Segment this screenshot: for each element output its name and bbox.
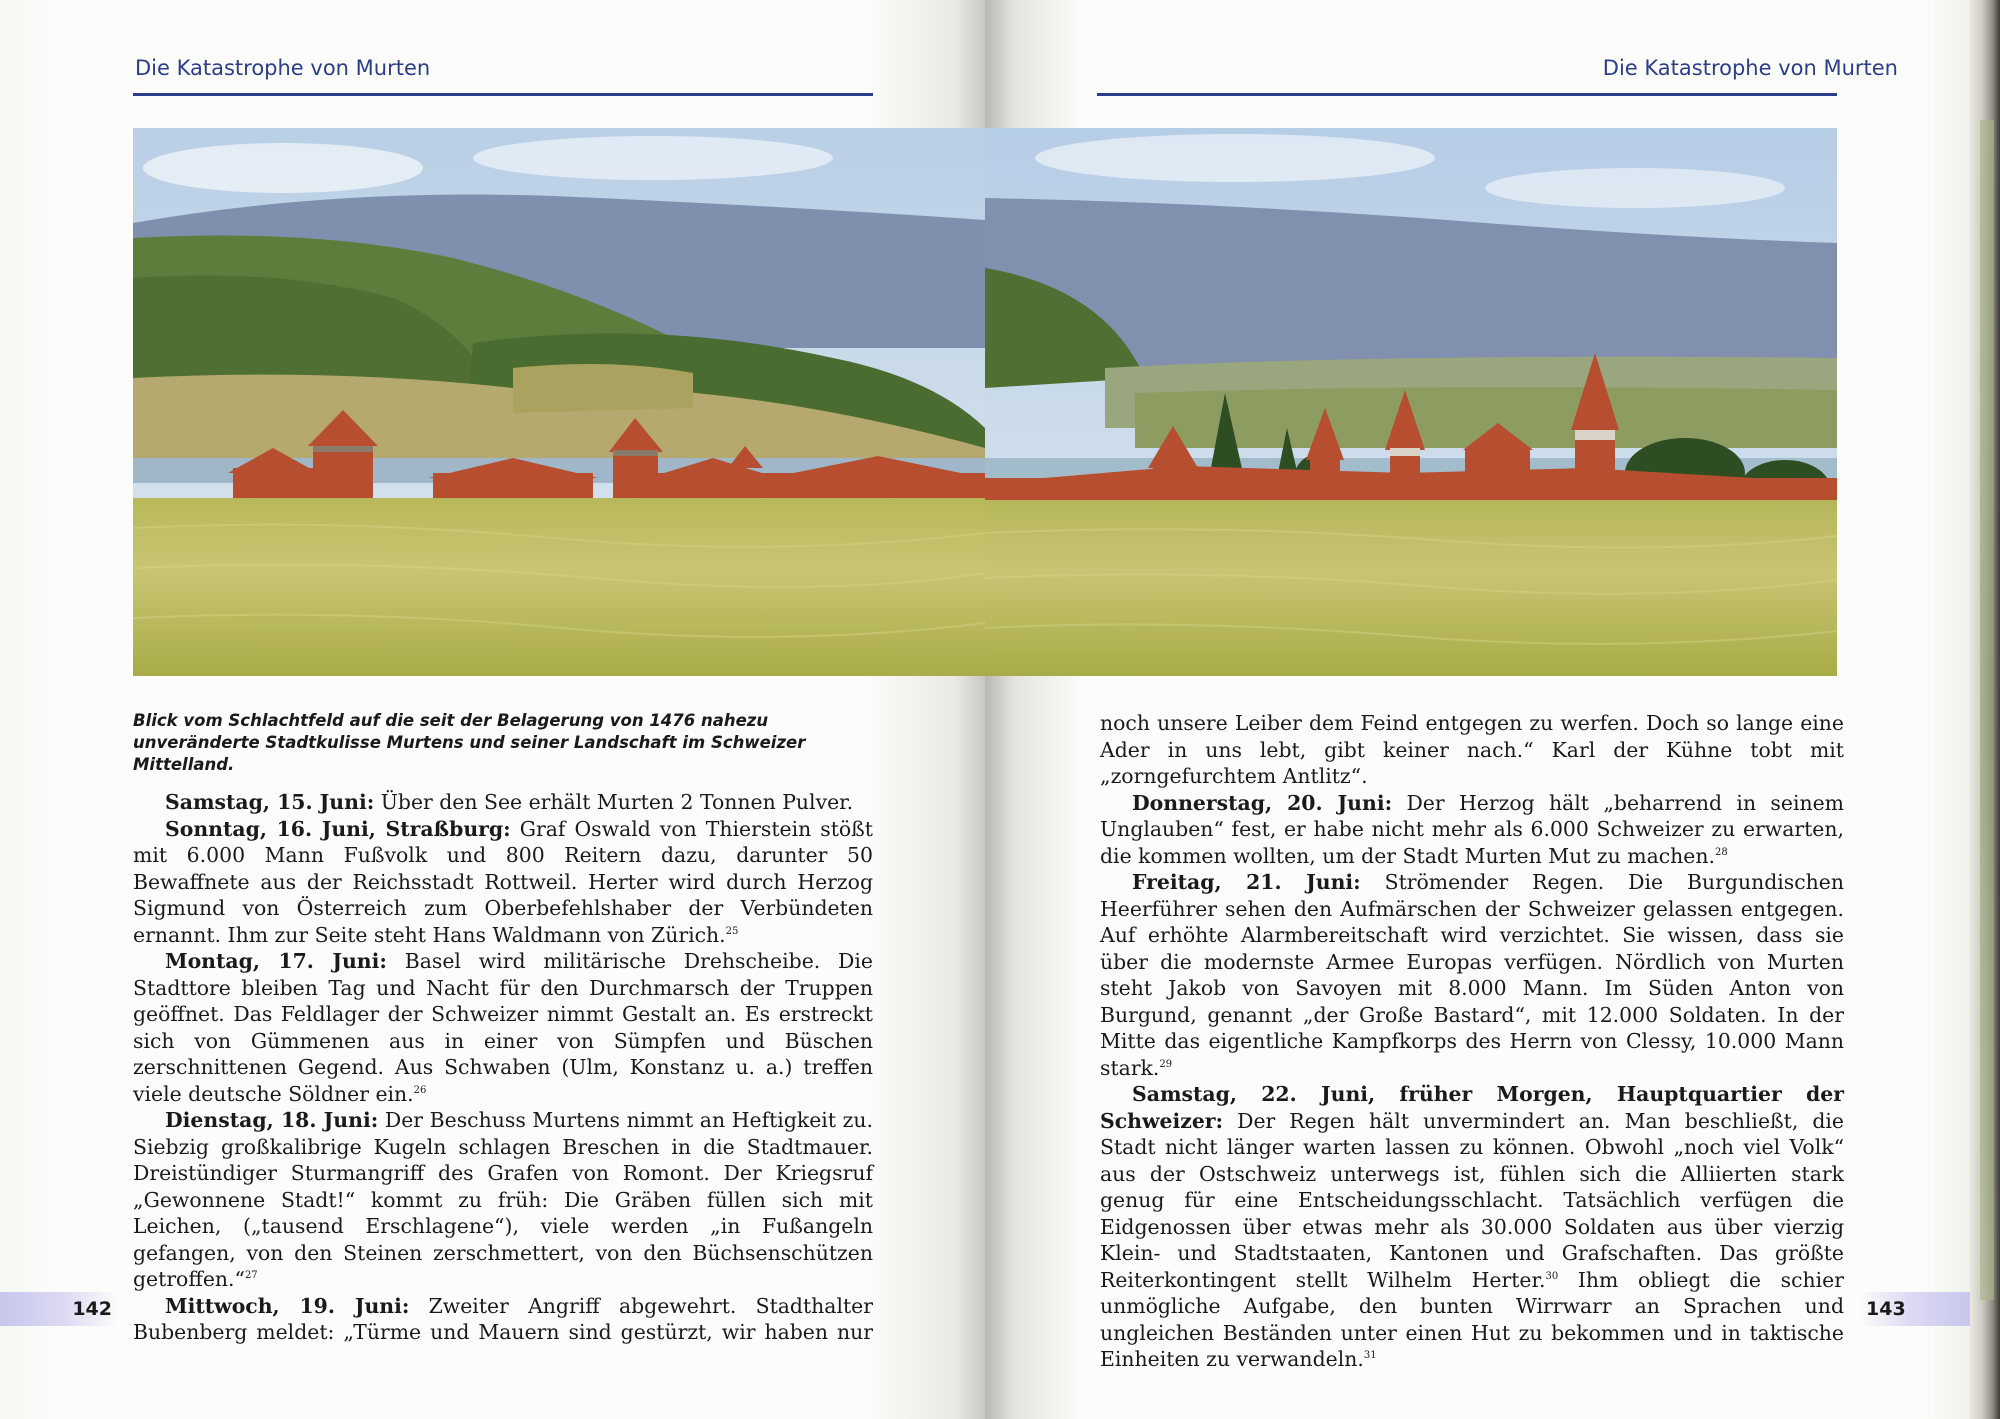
header-rule-left bbox=[133, 93, 873, 96]
paragraph-text: noch unsere Leiber dem Feind entgegen zu werfen. Doch so lange eine Ader in uns lebt, gibt keiner nach.“ Karl der Kühne tobt mit „zorngefurchtem Antlitz“. bbox=[1100, 711, 1844, 788]
paragraph-lead: Samstag, 22. Juni, früher Morgen, Hauptquartier der Schweizer: bbox=[1100, 1082, 1844, 1133]
paragraph bbox=[133, 1293, 873, 1346]
paragraph-text: Über den See erhält Murten 2 Tonnen Pulver. bbox=[374, 790, 854, 814]
page-number-left bbox=[0, 1292, 118, 1326]
paragraph-lead: Montag, 17. Juni: bbox=[165, 949, 387, 973]
paragraph bbox=[1100, 1081, 1844, 1373]
paragraph-lead: Freitag, 21. Juni: bbox=[1132, 870, 1361, 894]
paragraph-lead: Dienstag, 18. Juni: bbox=[165, 1108, 379, 1132]
page-number-right bbox=[1860, 1292, 1970, 1326]
paragraph bbox=[133, 789, 873, 816]
paragraph-text: Ihm obliegt die schier unmögliche Aufgabe, den bunten Wirrwarr an Sprachen und ungleichen Beständen unter einen Hut zu bekommen und in taktische Einheiten zu verwandeln. bbox=[1100, 1267, 1844, 1371]
paragraph-text: Graf Oswald von Thierstein stößt mit 6.000 Mann Fußvolk und 800 Reitern dazu, darunter 50 Bewaffnete aus der Reichsstadt Rottweil. Herter wird durch Herzog Sigmund von Österreich zum Oberbefehlshaber der Verbündeten ernannt. Ihm zur Seite steht Hans Waldmann von Zürich. bbox=[133, 816, 873, 947]
footnote-ref: 29 bbox=[1159, 1058, 1173, 1070]
footnote-ref: 26 bbox=[413, 1084, 427, 1096]
paragraph bbox=[133, 816, 873, 949]
paragraph-lead: Mittwoch, 19. Juni: bbox=[165, 1293, 410, 1318]
paragraph bbox=[133, 1107, 873, 1293]
body-text-right bbox=[1100, 710, 1844, 1373]
landscape-photo-left bbox=[133, 128, 985, 676]
paragraph-text: Der Herzog hält „beharrend in seinem Unglauben“ fest, er habe nicht mehr als 6.000 Schweizer zu erwarten, die kommen wollten, um der Stadt Murten Mut zu machen. bbox=[1100, 790, 1845, 868]
footnote-ref: 30 bbox=[1545, 1270, 1559, 1282]
footnote-ref: 25 bbox=[725, 925, 739, 937]
paragraph-text: Zweiter Angriff abgewehrt. Stadthalter Bubenberg meldet: „Türme und Mauern sind gestürzt, wir haben nur bbox=[133, 1293, 873, 1344]
footnote-ref: 31 bbox=[1363, 1350, 1377, 1362]
paragraph-lead: Donnerstag, 20. Juni: bbox=[1132, 790, 1393, 815]
photo-caption: Blick vom Schlachtfeld auf die seit der Belagerung von 1476 nahezu unveränderte Stadtkulisse Murtens und seiner Landschaft im Schweizer Mittelland. bbox=[133, 711, 806, 774]
footnote-ref: 27 bbox=[244, 1270, 258, 1282]
page-number-text: 143 bbox=[1866, 1298, 1906, 1320]
running-head-right: Die Katastrophe von Murten bbox=[1602, 56, 1898, 80]
paragraph-lead: Samstag, 15. Juni: bbox=[165, 790, 375, 814]
right-page bbox=[985, 0, 1970, 1419]
left-page bbox=[0, 0, 985, 1419]
murten-landscape-right bbox=[985, 128, 1837, 676]
paragraph-text: Der Beschuss Murtens nimmt an Heftigkeit zu. Siebzig großkalibrige Kugeln schlagen Breschen in die Stadtmauer. Dreistündiger Sturmangriff des Grafen von Romont. Der Kriegsruf „Gewonnene Stadt!“ kommt zu früh: Die Gräben füllen sich mit Leichen, („tausend Erschlagene“), viele werden „in Fußangeln gefangen, von den Steinen zerschmettert, von den Büchsenschützen getroffen.“ bbox=[133, 1108, 874, 1291]
paragraph bbox=[1100, 710, 1844, 790]
page-number-text: 142 bbox=[72, 1298, 112, 1320]
paragraph bbox=[133, 948, 873, 1107]
book-page-edge bbox=[1970, 0, 2000, 1419]
paragraph-lead: Sonntag, 16. Juni, Straßburg: bbox=[165, 816, 511, 841]
header-rule-right bbox=[1097, 93, 1837, 96]
paragraph-text: Basel wird militärische Drehscheibe. Die Stadttore bleiben Tag und Nacht für den Durchmarsch der Truppen geöffnet. Das Feldlager der Schweizer nimmt Gestalt an. Es erstreckt sich von Gümmenen aus in einer von Sümpfen und Büschen zerschnittenen Gegend. Aus Schwaben (Ulm, Konstanz u. a.) treffen viele deutsche Söldner ein. bbox=[133, 949, 873, 1106]
paragraph-text: Der Regen hält unvermindert an. Man beschließt, die Stadt nicht länger warten lassen zu können. Obwohl „noch viel Volk“ aus der Ostschweiz unterwegs ist, fühlen sich die Alliierten stark genug für eine Entscheidungsschlacht. Tatsächlich verfügen die Eidgenossen über etwas mehr als 30.000 Soldaten aus über vierzig Klein- und Stadtstaaten, Kantonen und Grafschaften. Das größte Reiterkontingent stellt Wilhelm Herter. bbox=[1100, 1108, 1844, 1292]
page-edge-tint bbox=[1980, 120, 1994, 1300]
running-head-left: Die Katastrophe von Murten bbox=[135, 56, 431, 80]
body-text-left bbox=[133, 789, 873, 1346]
footnote-ref: 28 bbox=[1715, 846, 1728, 858]
landscape-photo-right bbox=[985, 128, 1837, 676]
paragraph bbox=[1100, 790, 1844, 870]
paragraph-text: Strömender Regen. Die Burgundischen Heerführer sehen den Aufmärschen der Schweizer gelassen entgegen. Auf erhöhte Alarmbereitschaft wird verzichtet. Sie wissen, dass sie über die modernste Armee Europas verfügen. Nördlich von Murten steht Jakob von Savoyen mit 8.000 Mann. Im Süden Anton von Burgund, genannt „der Große Bastard“, mit 12.000 Soldaten. In der Mitte das eigentliche Kampfkorps des Herrn von Clessy, 10.000 Mann stark. bbox=[1100, 870, 1845, 1080]
paragraph bbox=[1100, 869, 1844, 1081]
murten-landscape-left bbox=[133, 128, 985, 676]
